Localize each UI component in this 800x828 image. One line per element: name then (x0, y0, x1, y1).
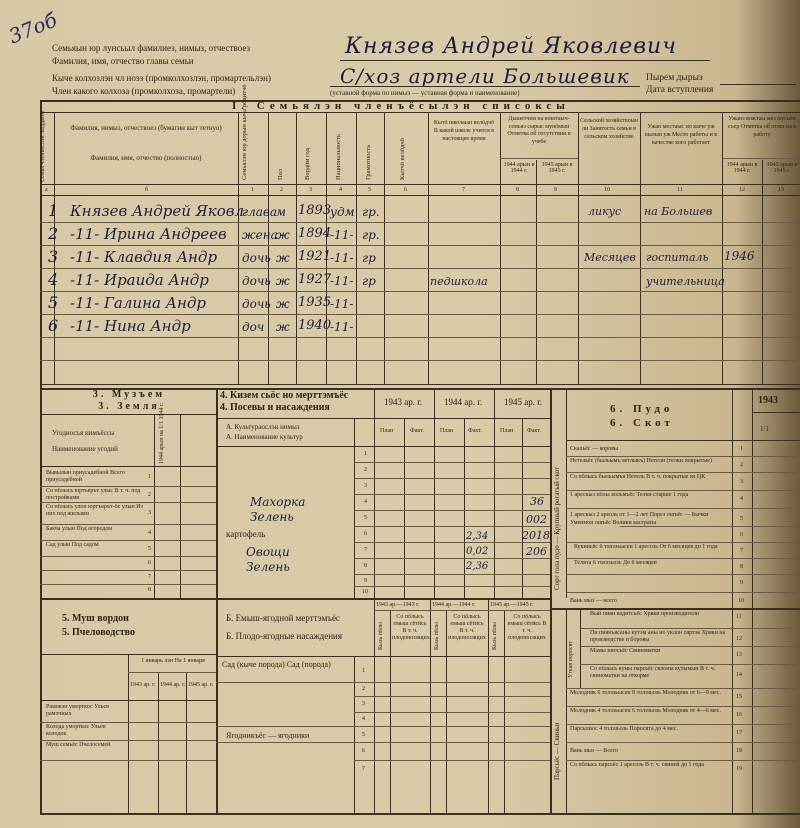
s3-year-header: 1944 арын на 1/1 1944 г. (159, 402, 165, 464)
head-kolkhoz-label-ru: Член какого колхоза (промколхоза, промартели) (52, 86, 236, 96)
section1-title: I. Семьялэн членъёсылэн списоксы (232, 100, 570, 112)
s6b-row12: Пи пиянъясаны кутэм аны но уклон сяртэк Хряки на производстве и боровы (590, 630, 726, 643)
s1-school-header: Кытӧ школаын велӧдчӧ В какой школе учится в настоящее время (433, 120, 495, 142)
s1-vh-nat: Национальность (335, 134, 342, 180)
s1-row3-nat: -11- (330, 251, 354, 265)
s3-row4: Бакча улын Под огородом (46, 526, 113, 532)
s6b-row11-n: 11 (736, 614, 742, 620)
s6b-row14: Со пӧлысь кумы парсьёс сялоны кутымын В т. ч. свиноматки на откорме (590, 666, 716, 679)
s5-title-ru: 5. Пчеловодство (62, 627, 136, 638)
s1-row1-lit: гр. (362, 205, 380, 219)
s1-colnum-3: 3 (309, 187, 312, 193)
s6b-row15: Молодняк 6 толэзьысен 8 толэзьозь Молодняк от 6—9 мес. (570, 690, 722, 696)
head-surname-label-ru: Фамилия, имя, отчество главы семьи (52, 56, 194, 66)
sB-sub-b-44: Со пӧлысь емыш сётӥсь В т. ч. плодоносящих (448, 614, 486, 641)
s3-row4-n: 4 (148, 530, 151, 536)
s4-label-ru: А. Наименование культур (226, 433, 303, 441)
s1-vh-number: Семья членъёслэн лыддьӧм (40, 111, 46, 182)
sB-title-ru: Б. Плодо-ягодные насаждения (226, 631, 342, 641)
s3-row2: Со пӧлысь юртъерът улыс В т. ч. под постройками (46, 488, 141, 501)
s6b-row11: Вый пиян вадитсьёс Хряки производители (590, 611, 700, 617)
s1-row4-n: 4 (48, 270, 59, 289)
s1-work-1945: 1945 арын в 1945 г. (766, 162, 798, 174)
head-kolkhoz-label-komi: Кыче колхозлэн чл ноэз (промколхозлэн, промартельлэн) (52, 73, 271, 83)
sB-row2-n: 2 (362, 686, 365, 692)
s1-vh-study: Кытчӧ велӧдчӧ (399, 138, 406, 180)
s6b-row13: Мамы пиосьёс Свиноматки (590, 648, 661, 654)
s6b-row12-n: 12 (736, 636, 742, 642)
s1-vh-lit: Грамотность (365, 144, 372, 180)
s1-row4-work: учительница (646, 275, 725, 288)
s5-year-1943: 1943 ар. г. (130, 682, 156, 688)
s4-row6-f44: 2,34 (466, 531, 489, 542)
s4-plan-45: План (500, 428, 514, 434)
s6-row2: Нетельёс (быльымъ ветлыкъ) Нетели (телки покрытые) (570, 458, 712, 464)
s1-row6-nat: -11- (330, 320, 354, 334)
s3-row2-n: 2 (148, 492, 151, 498)
s1-row1-rel: глава (242, 205, 277, 219)
s6-side-label: Сорт гола пудо — Крупный рогатый скот (553, 466, 561, 590)
s1-colnum-7: 7 (462, 187, 465, 193)
s1-work-1944: 1944 арын в 1944 г. (726, 162, 758, 174)
s1-vh-year: Вордӧм год (304, 148, 311, 180)
sB-row6-n: 6 (362, 748, 365, 754)
s6b-side-label2: Уткая поросят (568, 640, 574, 678)
s6-row6-n: 6 (740, 532, 743, 538)
s1-colnum-12: 12 (739, 187, 745, 193)
s6b-row16-n: 16 (736, 712, 742, 718)
head-charter-note: (уставной форма по нимыз — уставная форма и наименование) (330, 89, 520, 97)
s4-row6-f45: 2018 (522, 529, 550, 542)
archive-page-number: 37об (5, 7, 61, 49)
s1-row2-lit: гр. (362, 228, 380, 242)
s1-row6-sex: ж (276, 320, 290, 334)
s6-row8: Телята 6 толэзьозь До 6 месяцев (574, 560, 657, 566)
s3-row5: Сад улын Под садом (46, 542, 99, 548)
head-surname-label-komi: Семьяын юр лунсьыл фамилиез, нимыз, отчествоез (52, 43, 251, 53)
s1-work2-header: Ужанэ вожтаы мез мусьӧн съер Отметка об отжи на в работу (727, 116, 797, 138)
s1-colnum-8: 8 (516, 187, 519, 193)
s4-row8-n: 8 (364, 563, 367, 569)
s3-row8-n: 8 (148, 587, 151, 593)
s4-row7-f44: 0,02 (466, 546, 489, 557)
s6-row10: Вань мыз — всего (570, 598, 617, 604)
s4-row3-n: 3 (364, 483, 367, 489)
s1-row4-school: педшкола (430, 275, 488, 288)
s4-fact-45: Факт. (527, 428, 541, 434)
s6b-row14-n: 14 (736, 672, 742, 678)
s1-row3-sex: ж (276, 251, 290, 265)
s1-row2-nat: -11- (330, 228, 354, 242)
s6-row7: Кукиньёс 6 толэзьысен 1 аресозь От 6 месяцев до 1 года (574, 544, 718, 550)
s1-row3-rel: дочь (242, 251, 271, 265)
s1-row2-n: 2 (48, 224, 59, 243)
s1-row6-year: 1940 (298, 318, 332, 333)
s4-row2-n: 2 (364, 467, 367, 473)
s1-row4-lit: гр (362, 274, 376, 288)
s1-colnum-4: 4 (339, 187, 342, 193)
sB-sub-b-43: Со пӧлысь емыш сётӥсь В т. ч. плодоносящих (392, 614, 430, 641)
s1-work-header: Ужан местаыс но кыче уж вылын уж Место работы и в качестве кого работает (644, 124, 718, 146)
s6b-row18-n: 18 (736, 748, 742, 754)
s6b-row13-n: 13 (736, 652, 742, 658)
s6b-row17-n: 17 (736, 730, 742, 736)
s6b-row17: Парсьпиос 4 толэзьозь Поросята до 4 мес. (570, 726, 678, 732)
s1-row1-work: на Большев (644, 205, 713, 218)
s1-row3-year: 1921 (298, 249, 332, 264)
sB-row4-n: 4 (362, 716, 365, 722)
s4-year-1944: 1944 ар. г. (444, 397, 483, 407)
s5-row1: Рамокэн уморткос Ульев рамочных (46, 704, 109, 717)
s1-row3-agri: Месяцев (584, 251, 636, 264)
s4-row6-n: 6 (364, 531, 367, 537)
s6-title-komi: 6. Пудо (610, 403, 674, 415)
s4-fact-44: Факт. (468, 428, 482, 434)
s6-row5-n: 5 (740, 516, 743, 522)
s1-row1-sex: м (276, 205, 286, 219)
s5-year-1945: 1945 ар. г. (188, 682, 214, 688)
s1-col-name-ru: Фамилия, имя, отчество (полностью) (90, 154, 202, 162)
sB-row1: Сад (кыче порода) Сад (порода) (222, 660, 331, 669)
s1-row1-nat: удм (330, 205, 355, 219)
s1-colnum-11: 11 (677, 187, 683, 193)
s1-vh-rel: Семьялэн юр дорын кыча рӧдитчӧ (241, 84, 248, 180)
s1-col-name-komi: Фамилия, нимыз, отчествоез (бумагин кыт тетнуо) (70, 124, 222, 132)
s4-row8-name: Зелень (246, 560, 290, 574)
s4-row7-name: Овощи (246, 545, 290, 559)
head-entry-label-komi: Пырем дырыз (646, 73, 703, 83)
s1-colnum-10: 10 (604, 187, 610, 193)
s1-row3-name: -11- Клавдия Андр (70, 248, 218, 266)
s6b-row18: Вань мыз — Всего (570, 748, 619, 754)
s1-row6-rel: доч (242, 320, 265, 334)
s6b-side-label: Парсьёс — Свиньи (553, 722, 561, 780)
sB-sub-a-43: Кызь пӧлы (378, 622, 384, 650)
s1-row2-rel: жена (242, 228, 278, 242)
s6-row8-n: 8 (740, 564, 743, 570)
sB-row1-n: 1 (362, 668, 365, 674)
s4-row6-name: картофель (226, 529, 266, 539)
s1-vh-sex: Пол (277, 168, 284, 180)
s3-row1: Вывылын приусадебной Всего приусадебной (46, 470, 125, 483)
s6-year: 1943 (758, 395, 778, 406)
s4-row5-f45: 002 (526, 513, 547, 526)
head-entry-label-ru: Дата вступления (646, 85, 714, 95)
s5-row2: Колода уморткос Ульев колодок (46, 724, 106, 737)
s1-absent-header: Дышетчем на воштаыч-семьяэ сырыс мунӧмын Отметка об отсутствии в учебе (507, 116, 571, 145)
sB-sub-b-45: Со пӧлысь емыш сётӥсь В т. ч. плодоносящих (507, 614, 547, 641)
s5-row3: Муш семьёс Пчелосемей (46, 742, 111, 748)
sB-year-1944: 1944 ар.—1944 г. (432, 602, 476, 608)
s1-row1-name: Князев Андрей Яковл (70, 202, 245, 220)
s4-plan-43: План (380, 428, 394, 434)
s4-row7-n: 7 (364, 547, 367, 553)
s1-colnum-5: 5 (368, 187, 371, 193)
s1-agri-header: Сельской хозяйствоын ли Занятость семьи в сельском хозяйстве (580, 118, 638, 140)
s1-colnum-13: 13 (778, 187, 784, 193)
s1-row5-nat: -11- (330, 297, 354, 311)
s6b-row19-n: 19 (736, 766, 742, 772)
s4-fact-43: Факт. (410, 428, 424, 434)
s6-row9-n: 9 (740, 580, 743, 586)
s5-year-1944: 1944 ар. г. (160, 682, 186, 688)
s4-row9-n: 9 (364, 578, 367, 584)
sB-sub-a-45: Кызь пӧлы (492, 622, 498, 650)
s1-row3-extra: 1946 (724, 249, 755, 263)
s4-title-komi: 4. Кизем сьӧс но мерттэмъёс (220, 390, 349, 401)
s4-row4-name: Махорка (250, 495, 306, 509)
s4-row8-f44: 2,36 (466, 561, 489, 572)
head-kolkhoz-value: С/хоз артели Большевик (340, 64, 630, 88)
s6-row1: Скальёс — коровы (570, 446, 619, 452)
sB-row5: Ягодникъёс — ягодники (226, 731, 310, 740)
s1-row3-n: 3 (48, 247, 59, 266)
s1-row1-n: 1 (48, 201, 59, 220)
sB-title-komi: Б. Емыш-ягодной мерттэмъёс (226, 613, 340, 623)
s4-row4-f45: 36 (530, 495, 544, 508)
s6-row3-n: 3 (740, 479, 743, 485)
s1-row4-rel: дочь (242, 274, 271, 288)
s4-row7-f45: 206 (526, 545, 547, 558)
s1-row2-year: 1894 (298, 226, 332, 241)
s1-row1-year: 1893 (298, 203, 332, 218)
s6-title-ru: 6. Скот (610, 417, 674, 429)
s6b-row19: Со пӧлысь парсьёс 1 аресозь В т. ч. свиней до 1 года (570, 762, 704, 768)
sB-year-1943: 1943 ар.—1943 г. (376, 602, 420, 608)
s3-row6-n: 6 (148, 560, 151, 566)
s6-row2-n: 2 (740, 462, 743, 468)
s1-colnum-b: б (145, 187, 149, 193)
s4-row10-n: 10 (362, 589, 368, 595)
s3-row3: Со пӧлысь улон юртъерът-ӧс улын Из них под жилыми (46, 504, 143, 517)
s1-row4-year: 1927 (298, 272, 332, 287)
s5-title-komi: 5. Муш вордон (62, 613, 129, 624)
s4-plan-44: План (440, 428, 454, 434)
s6b-row16: Молодняк 4 толэзьысен 6 толэзьозь Молодняк от 4—6 мес. (570, 708, 722, 714)
s1-colnum-6: 6 (404, 187, 407, 193)
s4-row1-n: 1 (364, 451, 367, 457)
s1-colnum-1: 1 (251, 187, 254, 193)
s6-row10-n: 10 (738, 598, 744, 604)
s1-colnum-9: 9 (554, 187, 557, 193)
s3-row7-n: 7 (148, 574, 151, 580)
s4-year-1945: 1945 ар. г. (504, 397, 543, 407)
s6-row5: 1 арескыз 2 ареоль от 1—2 лет Порез ошъёс — Бычки Уменмон ошъёс Волики кастраты (570, 512, 709, 526)
s6-row3: Со пӧлысь быльымъя Нетель В т. ч. покрытые из ЦК (570, 474, 706, 480)
s3-label-ru: Наименование угодий (52, 445, 118, 453)
s6-subyear: 1/1 (760, 425, 769, 433)
s1-row5-year: 1935 (298, 295, 332, 310)
sB-row7-n: 7 (362, 766, 365, 772)
s1-row2-name: -11- Ирина Андреев (70, 225, 227, 243)
sB-sub-a-44: Кызь пӧлы (434, 622, 440, 650)
s3-row5-n: 5 (148, 546, 151, 552)
s4-year-1943: 1943 ар. г. (384, 397, 423, 407)
s4-row5-name: Зелень (250, 510, 294, 524)
s1-row2-sex: ж (276, 228, 290, 242)
sB-row3-n: 3 (362, 701, 365, 707)
s1-row4-name: -11- Ираида Андр (70, 271, 209, 289)
s1-row4-nat: -11- (330, 274, 354, 288)
s1-row6-n: 6 (48, 316, 59, 335)
s1-row6-name: -11- Нина Андр (70, 317, 191, 335)
s1-colnum-a: а (45, 187, 48, 193)
s1-row5-sex: ж (276, 297, 290, 311)
s1-row3-work: госпиталь (646, 251, 709, 264)
s3-label-komi: Угодиосъя нимъёссы (52, 429, 115, 437)
sB-year-1945: 1945 ар.—1945 г. (490, 602, 534, 608)
s4-row4-n: 4 (364, 499, 367, 505)
s3-row1-n: 1 (148, 474, 151, 480)
s1-row3-lit: гр (362, 251, 376, 265)
s6-row4-n: 4 (740, 496, 743, 502)
s4-title-ru: 4. Посевы и насаждения (220, 402, 330, 413)
s6b-row15-n: 15 (736, 694, 742, 700)
s1-row5-n: 5 (48, 293, 59, 312)
s1-absent-1945: 1945 арын в 1945 г. (541, 162, 573, 174)
s4-row5-n: 5 (364, 515, 367, 521)
s1-row4-sex: ж (276, 274, 290, 288)
s1-colnum-2: 2 (280, 187, 283, 193)
s3-row3-n: 3 (148, 510, 151, 516)
s3-title-ru: 3. Земля (98, 401, 160, 412)
s1-row5-name: -11- Галина Андр (70, 294, 207, 312)
head-surname-value: Князев Андрей Яковлевич (345, 34, 677, 59)
s6-row4: 1 арескыз пӧлы вольмъёс Телки старше 1 года (570, 492, 689, 498)
s5-year-header: 1 январь лэн На 1 января (141, 658, 205, 664)
sB-row5-n: 5 (362, 732, 365, 738)
s1-row5-rel: дочь (242, 297, 271, 311)
s4-label-komi: А. Культураослэн нимыз (226, 423, 300, 431)
s1-absent-1944: 1944 арын в 1944 г. (503, 162, 535, 174)
s3-title-komi: 3. Музъем (92, 389, 166, 400)
s6-row1-n: 1 (740, 446, 743, 452)
s6-row7-n: 7 (740, 548, 743, 554)
s1-row1-agri: ликус (588, 205, 622, 218)
